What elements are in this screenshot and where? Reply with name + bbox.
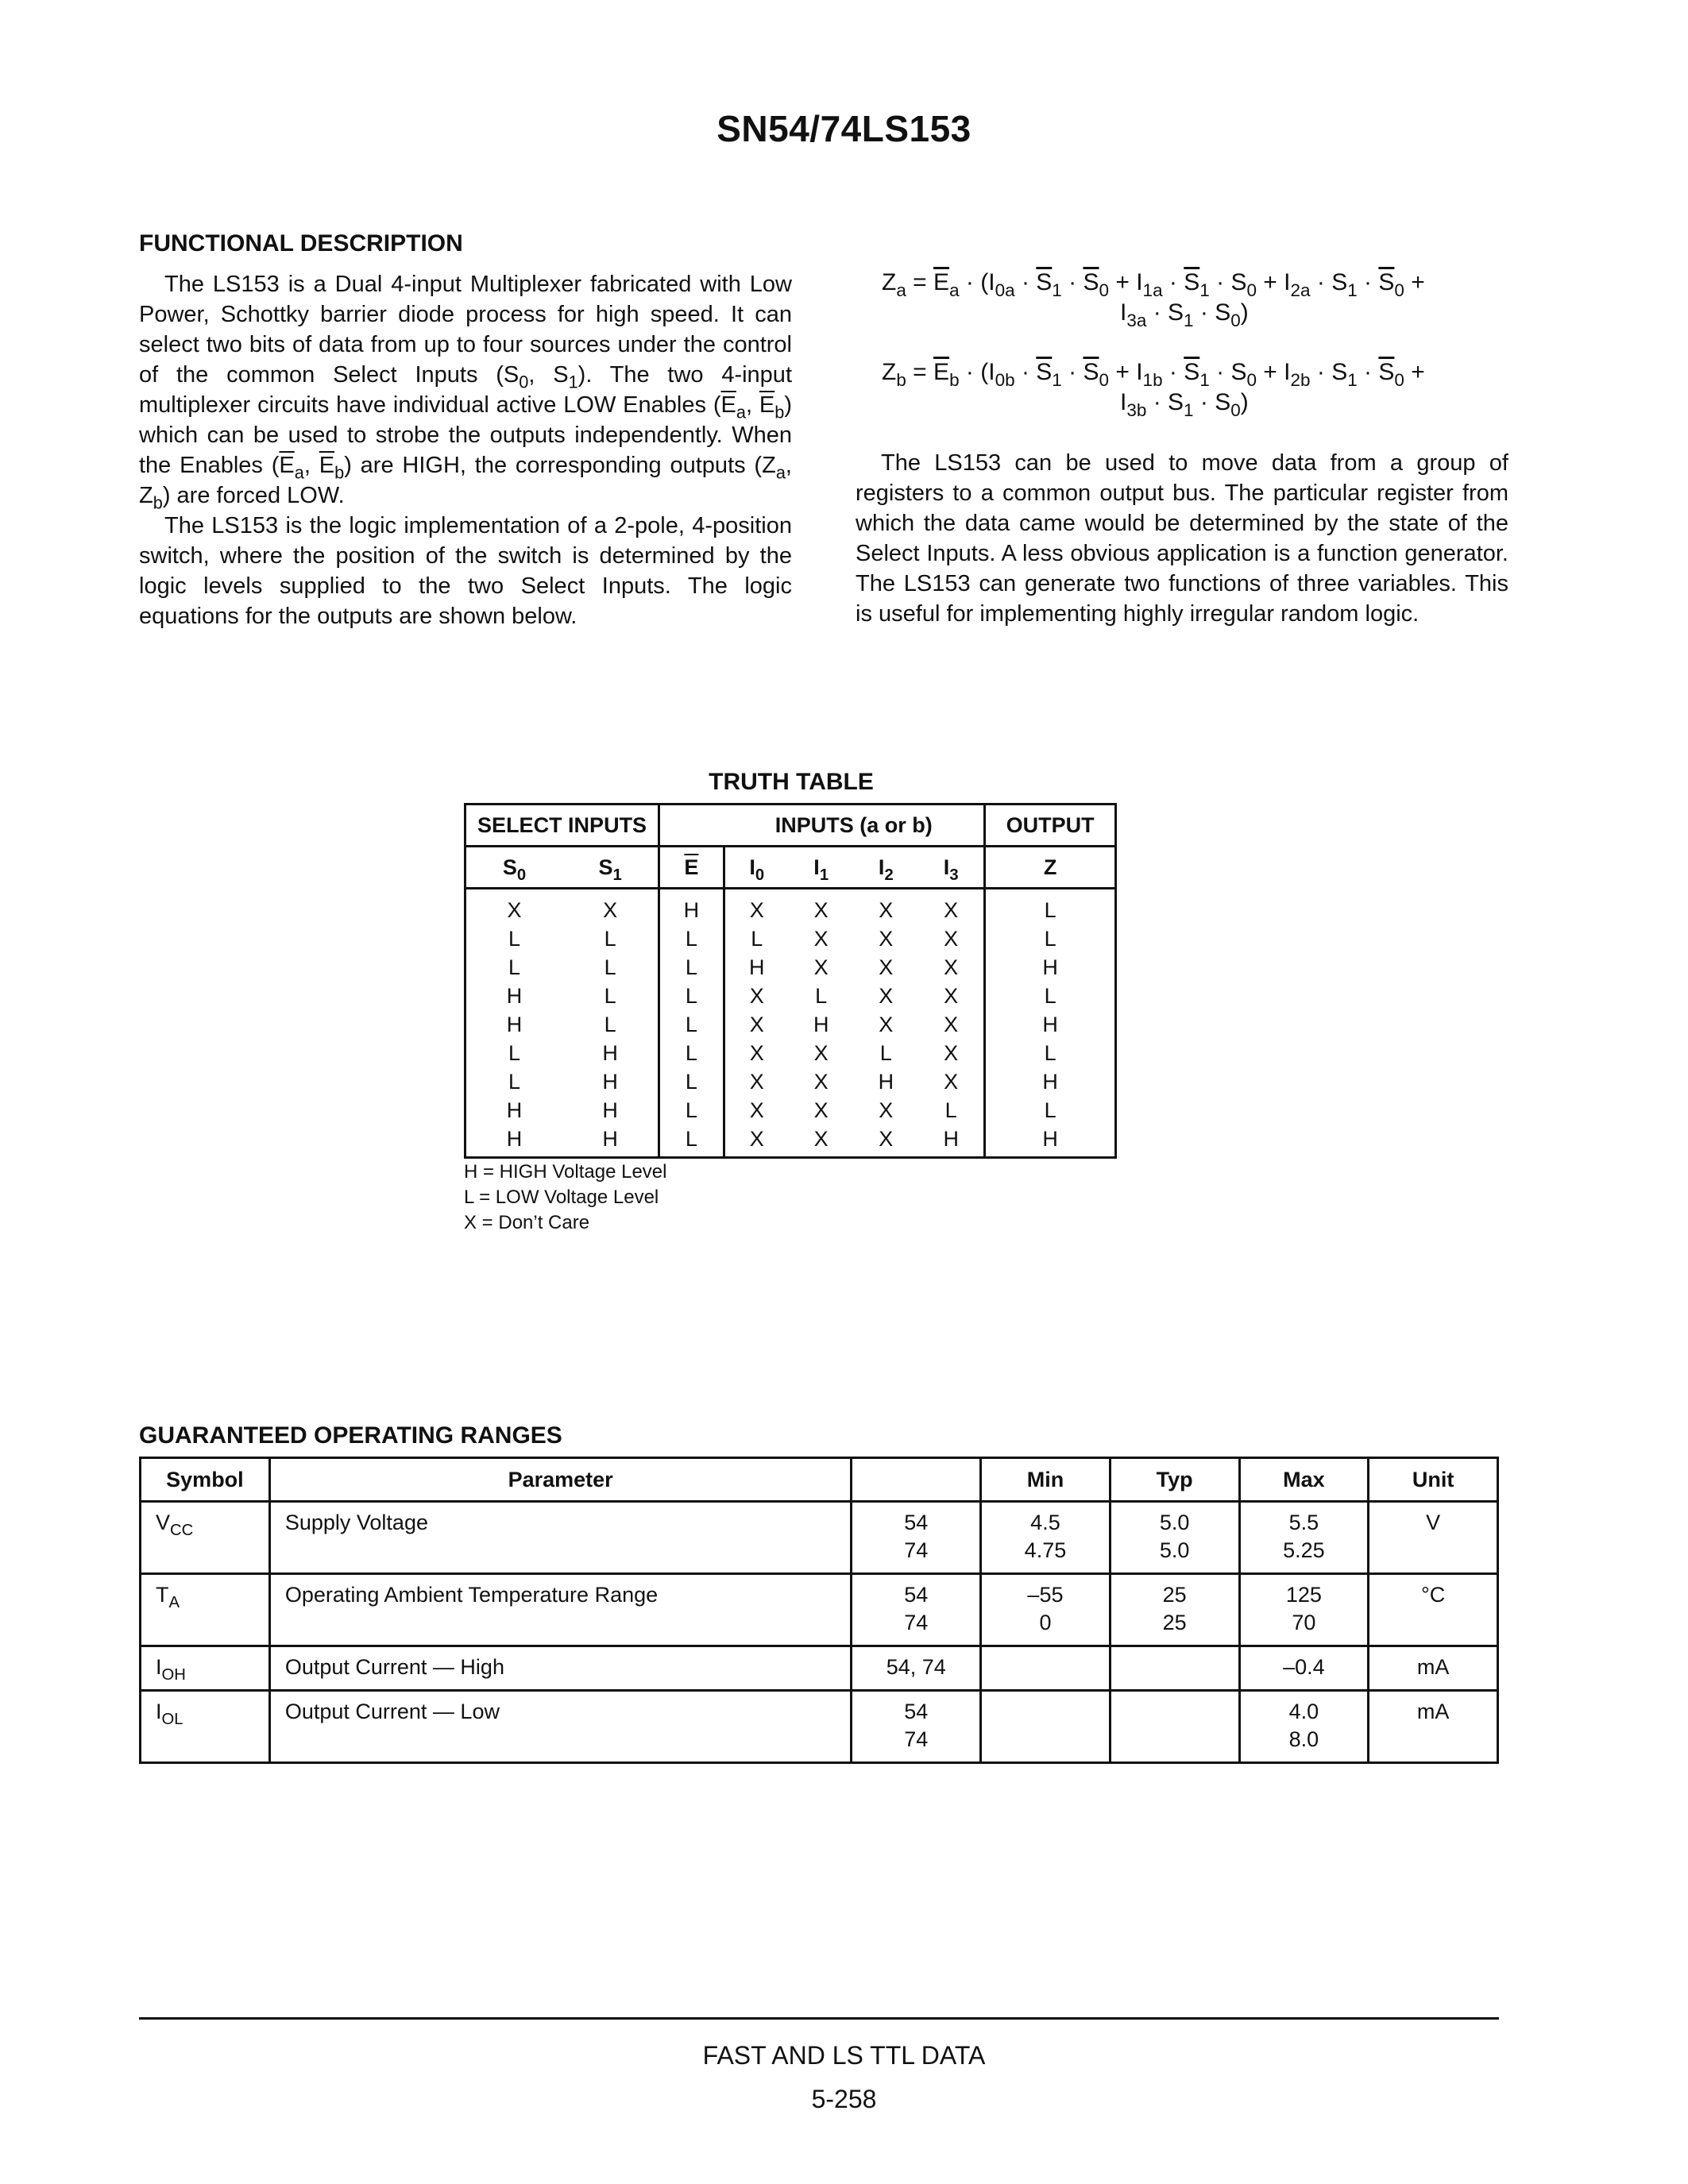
min-cell [981, 1502, 1111, 1574]
typ-cell [1110, 1502, 1239, 1574]
truth-table-cell: X [749, 897, 764, 922]
max-cell [1239, 1574, 1369, 1646]
truth-table-cell: L [985, 1096, 1116, 1125]
dev-value: 54 [904, 1511, 929, 1534]
equation-za: $Z_a = \overline{E}_a \cdot (I_{0a} \cdot \overline{S}_1 \cdot \overline{S}_0 + I_{1a} \cdot \overline{S}_1 \cdot S_0 + I_{2a} \cdot S_1 \cdot \overline{S}_0$ + $I_{3a} \cdot S_1 \cdot S_0$) [882, 269, 1425, 330]
select-inputs-header: SELECT INPUTS [465, 805, 659, 847]
col-z: Z [985, 847, 1116, 889]
truth-table-cell: H [985, 1125, 1116, 1158]
footer-title: FAST AND LS TTL DATA [702, 2041, 986, 2070]
col-i3: $I_3$ [918, 847, 985, 889]
min-value: 0 [1039, 1611, 1052, 1634]
truth-table-cell: H [659, 889, 724, 925]
symbol-cell: $V_{CC}$ [141, 1502, 270, 1574]
truth-table-cell: X [749, 1040, 764, 1065]
dev-value: 74 [904, 1538, 929, 1562]
functional-paragraph-1: The LS153 is a Dual 4-input Multiplexer fabricated with Low Power, Schottky barrier diode process for high speed. It can select two bits of data from up to four sources under the control of the common Select Inputs ($S_0$, $S_1$). The two 4-input multiplexer circuits have individual active LOW Enables ($\overline{E}_a$, $\overline{E}_b$) which can be used to strobe the outputs independently. When the Enables ($\overline{E}_a$, $\overline{E}_b$) are HIGH, the corresponding outputs ($Z_a$, $Z_b$) are forced LOW. [139, 272, 792, 513]
min-value: –55 [1027, 1583, 1064, 1607]
truth-table-cell: X [854, 1125, 919, 1158]
col-enable: $\overline{E}$ [659, 847, 724, 889]
typ-value: 25 [1162, 1611, 1187, 1634]
truth-table-cell: L [879, 1040, 892, 1065]
truth-table-cell: L [465, 953, 563, 982]
truth-table-cell: H [813, 1012, 829, 1036]
truth-table-cell: L [659, 1096, 724, 1125]
col-i0: $I_0$ [724, 847, 789, 889]
truth-table-legend [464, 1160, 666, 1236]
truth-table-cell: H [878, 1069, 894, 1094]
max-cell [1239, 1691, 1369, 1763]
typ-cell [1110, 1574, 1239, 1646]
enable-header-spacer [659, 805, 724, 847]
truth-table-cell: H [749, 955, 765, 979]
truth-table-cell: L [562, 953, 659, 982]
dev-cell [852, 1574, 981, 1646]
col-max: Max [1239, 1458, 1369, 1502]
truth-table-cell: X [813, 897, 829, 922]
truth-table-cell: X [879, 926, 894, 951]
functional-paragraph-2: The LS153 is the logic implementation of a 2-pole, 4-position switch, where the position of the switch is determined by the logic levels supplied to the two Select Inputs. The logic equations for the outputs are shown below. [139, 513, 792, 629]
parameter-cell: Output Current — Low [269, 1691, 852, 1763]
truth-table-cell: X [813, 1069, 829, 1094]
truth-table-row [465, 982, 1116, 1010]
truth-table-cell: L [562, 924, 659, 953]
truth-table-cell: L [751, 926, 763, 951]
dev-value: 54 [904, 1700, 929, 1723]
unit-cell: mA [1369, 1691, 1498, 1763]
truth-table-cell: X [879, 983, 894, 1008]
truth-table-cell: H [985, 1010, 1116, 1039]
truth-table-cell: X [813, 955, 829, 979]
truth-table-cell: H [562, 1039, 659, 1067]
truth-table-row [465, 953, 1116, 982]
truth-table-cell: X [918, 982, 985, 1010]
max-value: 5.25 [1283, 1538, 1325, 1562]
truth-table-cell: X [724, 1125, 789, 1158]
max-value: –0.4 [1283, 1655, 1325, 1679]
truth-table-cell: H [465, 1010, 563, 1039]
typ-value: 5.0 [1159, 1511, 1190, 1534]
truth-table-cell: X [918, 1010, 985, 1039]
typ-value: 25 [1162, 1583, 1187, 1607]
truth-table [464, 803, 1117, 1159]
truth-table-cell: L [465, 1067, 563, 1096]
truth-table-cell: H [985, 1067, 1116, 1096]
truth-table-cell: L [985, 889, 1116, 925]
col-device [852, 1458, 981, 1502]
truth-table-cell: L [659, 1010, 724, 1039]
col-i2: $I_2$ [854, 847, 919, 889]
truth-table-row [465, 924, 1116, 953]
max-value: 8.0 [1288, 1727, 1319, 1751]
functional-paragraph-3: The LS153 can be used to move data from a group of registers to a common output bus. The particular register from which the data came would be determined by the state of the Select Inputs. A less obvious application is a function generator. The LS153 can generate two functions of three variables. This is useful for implementing highly irregular random logic. [856, 450, 1508, 627]
operating-ranges-heading: GUARANTEED OPERATING RANGES [139, 1422, 562, 1449]
col-typ: Typ [1110, 1458, 1239, 1502]
truth-table-cell: H [918, 1125, 985, 1158]
truth-table-cell: X [879, 1012, 894, 1036]
truth-table-cell: X [918, 924, 985, 953]
truth-table-cell: X [879, 955, 894, 979]
footer-rule [139, 2017, 1499, 2020]
dev-cell [852, 1502, 981, 1574]
min-cell [981, 1574, 1111, 1646]
max-value: 5.5 [1288, 1511, 1319, 1534]
min-value: 4.5 [1030, 1511, 1060, 1534]
truth-table-cell: H [985, 953, 1116, 982]
truth-table-cell: X [749, 1098, 764, 1122]
truth-table-cell: L [562, 1010, 659, 1039]
truth-table-cell: X [918, 1067, 985, 1096]
operating-range-row [141, 1502, 1498, 1574]
truth-table-cell: X [465, 889, 563, 925]
page-title: SN54/74LS153 [717, 108, 971, 149]
truth-table-cell: H [465, 1096, 563, 1125]
dev-value: 54 [904, 1583, 929, 1607]
symbol-cell: $I_{OL}$ [141, 1691, 270, 1763]
min-value: 4.75 [1024, 1538, 1067, 1562]
equation-zb: $Z_b = \overline{E}_b \cdot (I_{0b} \cdot \overline{S}_1 \cdot \overline{S}_0 + I_{1b} \cdot \overline{S}_1 \cdot S_0 + I_{2b} \cdot S_1 \cdot \overline{S}_0$ + $I_{3b} \cdot S_1 \cdot S_0$) [882, 359, 1425, 420]
truth-table-cell: X [749, 983, 764, 1008]
parameter-cell: Output Current — High [269, 1646, 852, 1691]
page-number: 5-258 [811, 2085, 877, 2113]
symbol-cell: $I_{OH}$ [141, 1646, 270, 1691]
truth-table-cell: L [465, 1039, 563, 1067]
operating-range-row [141, 1646, 1498, 1691]
truth-table-cell: L [465, 924, 563, 953]
truth-table-cell: X [918, 1039, 985, 1067]
symbol-cell: $T_A$ [141, 1574, 270, 1646]
truth-table-cell: L [985, 1039, 1116, 1067]
truth-table-cell: H [562, 1096, 659, 1125]
max-cell [1239, 1502, 1369, 1574]
col-s1: $S_1$ [562, 847, 659, 889]
truth-table-row [465, 1096, 1116, 1125]
truth-table-cell: L [985, 924, 1116, 953]
truth-table-cell: X [918, 889, 985, 925]
inputs-header: INPUTS (a or b) [724, 805, 985, 847]
truth-table-row [465, 889, 1116, 925]
truth-table-row [465, 1039, 1116, 1067]
max-value: 70 [1292, 1611, 1316, 1634]
truth-table-cell: X [879, 897, 894, 922]
truth-table-cell: X [813, 926, 829, 951]
legend-dont-care: X = Don’t Care [464, 1212, 590, 1233]
truth-table-cell: X [749, 1012, 764, 1036]
functional-description-heading: FUNCTIONAL DESCRIPTION [139, 230, 463, 257]
truth-table-cell: X [813, 1098, 829, 1122]
truth-table-cell: H [465, 1125, 563, 1158]
parameter-cell: Operating Ambient Temperature Range [269, 1574, 852, 1646]
legend-high: H = HIGH Voltage Level [464, 1161, 667, 1183]
max-cell [1239, 1646, 1369, 1691]
truth-table-cell: X [749, 1069, 764, 1094]
truth-table-cell: H [562, 1067, 659, 1096]
max-value: 125 [1285, 1583, 1322, 1607]
truth-table-cell: L [918, 1096, 985, 1125]
truth-table-cell: X [789, 1125, 854, 1158]
truth-table-title: TRUTH TABLE [709, 769, 874, 795]
legend-low: L = LOW Voltage Level [464, 1187, 659, 1208]
typ-cell [1110, 1646, 1239, 1691]
truth-table-row [465, 1125, 1116, 1158]
truth-table-cell: X [562, 889, 659, 925]
col-s0: $S_0$ [465, 847, 563, 889]
col-i1: $I_1$ [789, 847, 854, 889]
parameter-cell: Supply Voltage [269, 1502, 852, 1574]
typ-value: 5.0 [1159, 1538, 1190, 1562]
unit-cell: mA [1369, 1646, 1498, 1691]
col-symbol: Symbol [141, 1458, 270, 1502]
truth-table-cell: X [918, 953, 985, 982]
truth-table-cell: L [659, 1067, 724, 1096]
min-cell [981, 1691, 1111, 1763]
truth-table-cell: H [562, 1125, 659, 1158]
output-header: OUTPUT [985, 805, 1116, 847]
functional-description-left [139, 269, 792, 631]
truth-table-cell: L [659, 924, 724, 953]
operating-ranges-table [139, 1457, 1499, 1764]
truth-table-cell: L [659, 953, 724, 982]
col-unit: Unit [1369, 1458, 1498, 1502]
dev-value: 74 [904, 1611, 929, 1634]
truth-table-cell: L [659, 1039, 724, 1067]
typ-cell [1110, 1691, 1239, 1763]
min-cell [981, 1646, 1111, 1691]
functional-description-right [856, 448, 1508, 629]
truth-table-cell: X [879, 1098, 894, 1122]
unit-cell: V [1369, 1502, 1498, 1574]
dev-cell [852, 1646, 981, 1691]
truth-table-cell: L [562, 982, 659, 1010]
dev-cell [852, 1691, 981, 1763]
col-parameter: Parameter [269, 1458, 852, 1502]
truth-table-row [465, 1067, 1116, 1096]
dev-value: 54, 74 [886, 1655, 946, 1679]
truth-table-cell: L [659, 1125, 724, 1158]
truth-table-row [465, 1010, 1116, 1039]
truth-table-cell: H [465, 982, 563, 1010]
truth-table-cell: X [813, 1040, 829, 1065]
truth-table-cell: L [659, 982, 724, 1010]
operating-range-row [141, 1691, 1498, 1763]
max-value: 4.0 [1288, 1700, 1319, 1723]
col-min: Min [981, 1458, 1111, 1502]
truth-table-cell: L [985, 982, 1116, 1010]
unit-cell: °C [1369, 1574, 1498, 1646]
dev-value: 74 [904, 1727, 929, 1751]
truth-table-cell: L [815, 983, 828, 1008]
operating-range-row [141, 1574, 1498, 1646]
